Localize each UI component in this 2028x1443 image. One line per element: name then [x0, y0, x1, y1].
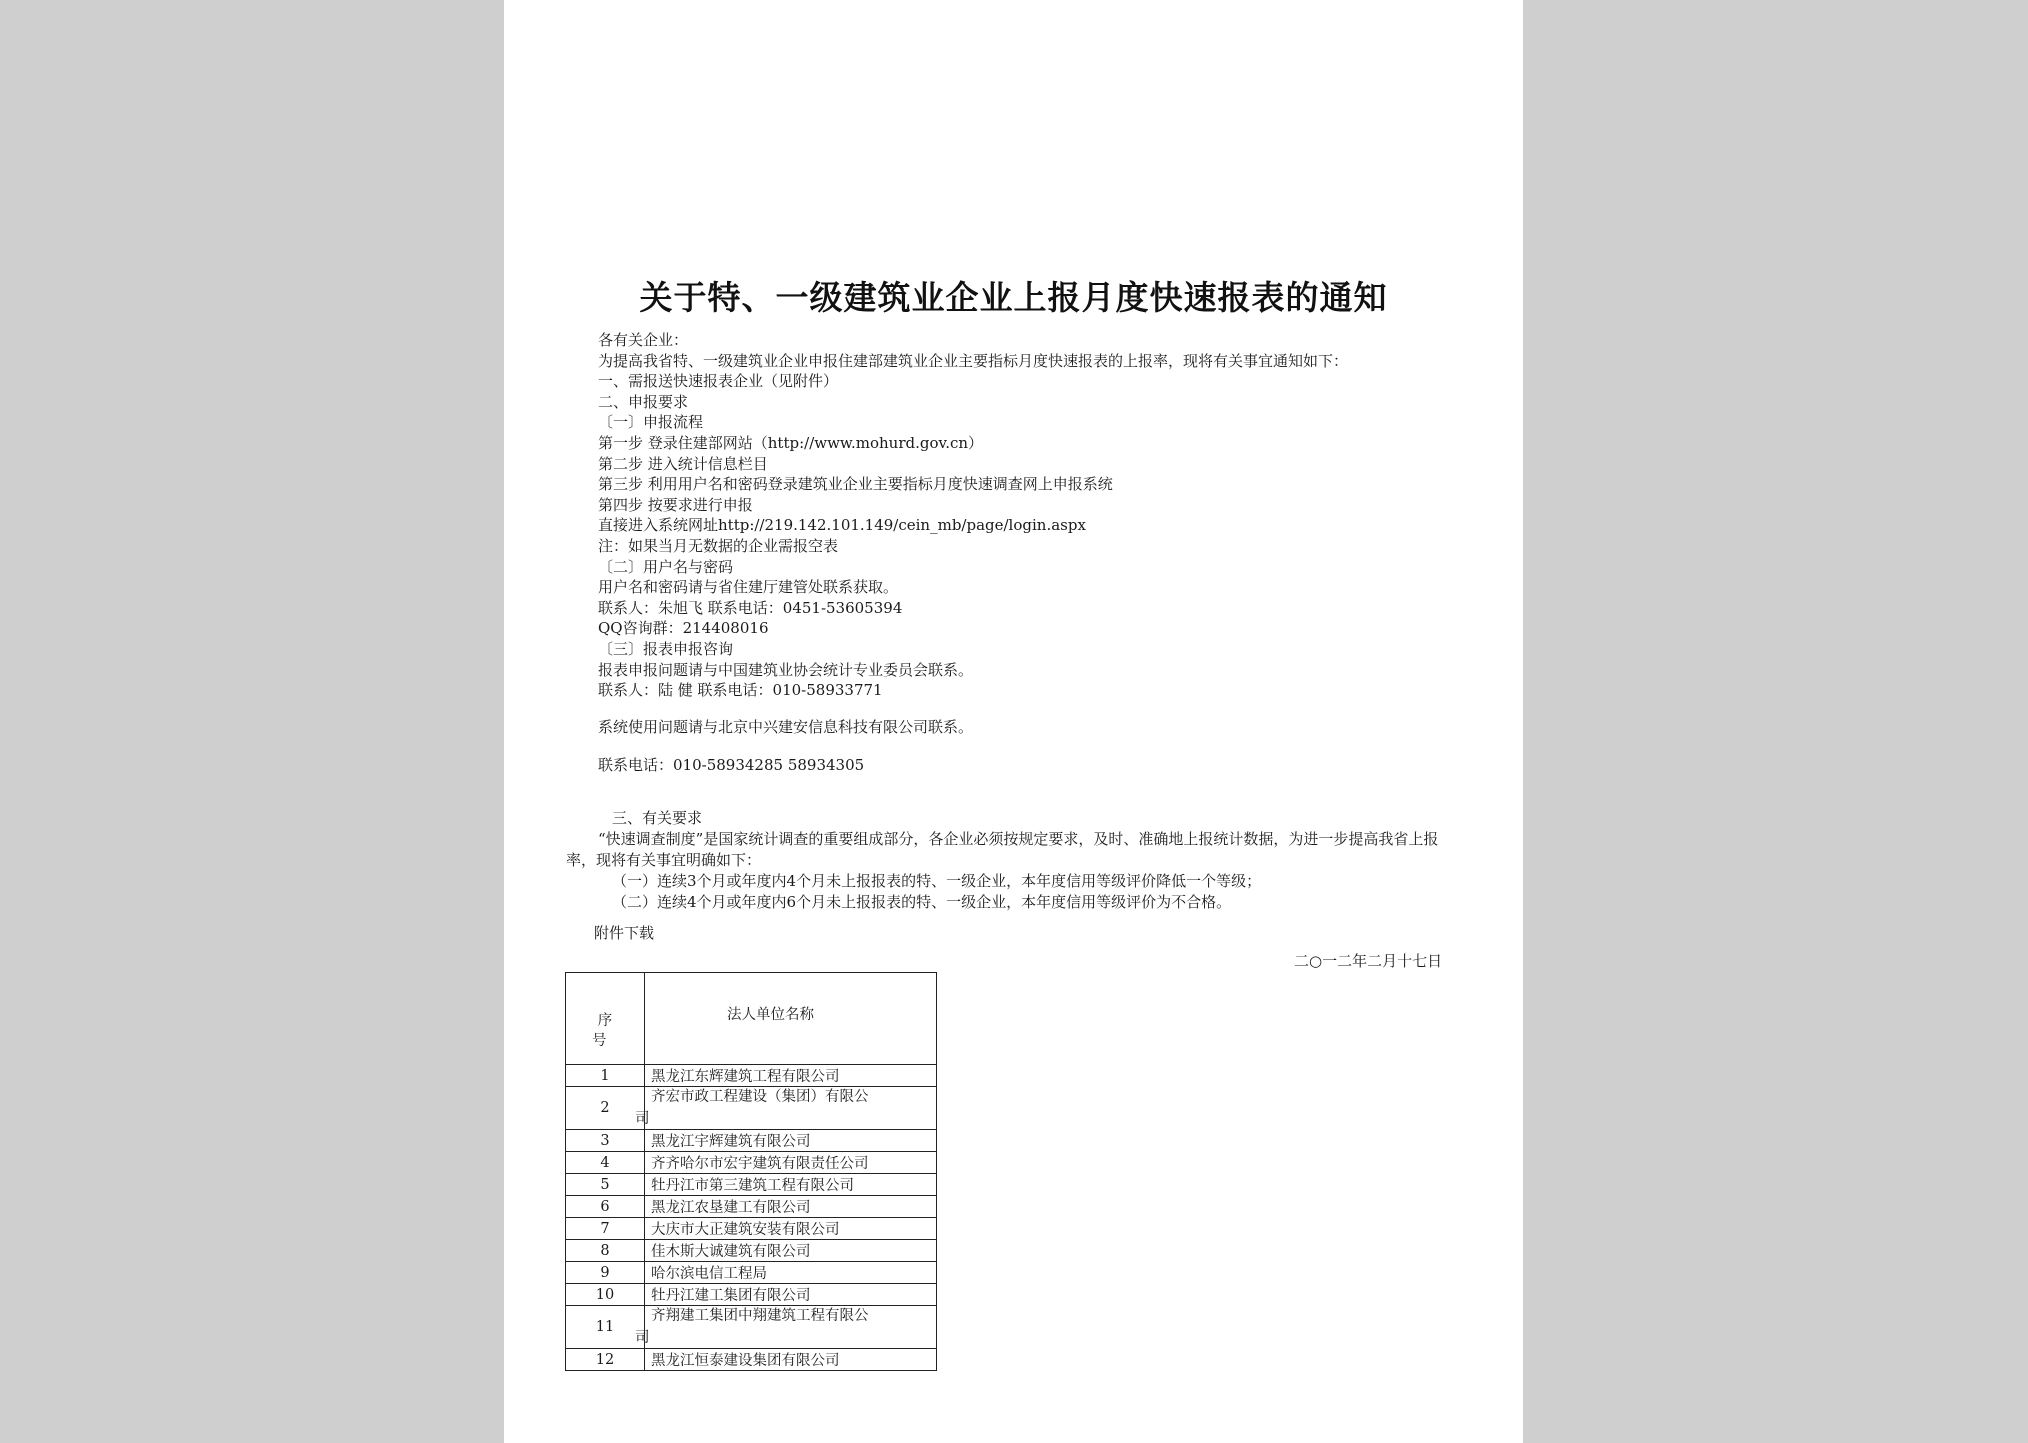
step-3: 第三步 利用用户名和密码登录建筑业企业主要指标月度快速调查网上申报系统: [598, 475, 1113, 494]
table-row: 4 齐齐哈尔市宏宇建筑有限责任公司: [566, 1152, 937, 1174]
contact-line-1: 联系人：朱旭飞 联系电话：0451-53605394: [598, 598, 903, 617]
subsection-process: 〔一〕申报流程: [598, 413, 704, 432]
table-row: 6 黑龙江农垦建工有限公司: [566, 1196, 937, 1218]
table-header-row: [566, 973, 937, 1065]
table-row: 9 哈尔滨电信工程局: [566, 1262, 937, 1284]
document-title: 关于特、一级建筑业企业上报月度快速报表的通知: [639, 278, 1388, 317]
note-line: 注：如果当月无数据的企业需报空表: [598, 536, 839, 555]
requirement-item-1: （一）连续3个月或年度内4个月未上报报表的特、一级企业，本年度信用等级评价降低一个等级；: [612, 872, 1262, 890]
step-4: 第四步 按要求进行申报: [598, 495, 753, 514]
requirements-section: [566, 808, 1456, 913]
section-3-paragraph: “快速调查制度”是国家统计调查的重要组成部分，各企业必须按规定要求，及时、准确地上报统计数据，为进一步提高我省上报率，现将有关事宜明确如下：: [566, 830, 1439, 869]
subsection-credentials: 〔二〕用户名与密码: [598, 557, 734, 576]
company-table: [565, 972, 937, 1371]
table-row: 7 大庆市大正建筑安装有限公司: [566, 1218, 937, 1240]
contact-line-2: 联系人：陆 健 联系电话：010-58933771: [598, 681, 883, 700]
credentials-line: 用户名和密码请与省住建厅建管处联系获取。: [598, 578, 899, 597]
document-date: 二○一二年二月十七日: [1294, 952, 1443, 970]
table-header-name: 法人单位名称: [645, 973, 937, 1065]
table-row: 8 佳木斯大诚建筑有限公司: [566, 1240, 937, 1262]
table-row: 5 牡丹江市第三建筑工程有限公司: [566, 1174, 937, 1196]
step-1: 第一步 登录住建部网站（http://www.mohurd.gov.cn）: [598, 433, 984, 452]
system-url-line: 直接进入系统网址http://219.142.101.149/cein_mb/page/login.aspx: [598, 516, 1086, 535]
system-phone-line: 联系电话：010-58934285 58934305: [598, 756, 865, 775]
table-header-no: 序 号: [566, 973, 645, 1065]
section-3-heading: 三、有关要求: [612, 809, 703, 827]
table-row: 11 齐翔建工集团中翔建筑工程有限公 司: [566, 1306, 937, 1349]
requirement-item-2: （二）连续4个月或年度内6个月未上报报表的特、一级企业，本年度信用等级评价为不合格。: [612, 893, 1232, 911]
step-2: 第二步 进入统计信息栏目: [598, 454, 768, 473]
salutation: 各有关企业：: [598, 331, 689, 349]
table-row: 2 齐宏市政工程建设（集团）有限公 司: [566, 1087, 937, 1130]
table-row: 10 牡丹江建工集团有限公司: [566, 1284, 937, 1306]
table-row: 3 黑龙江宇辉建筑有限公司: [566, 1130, 937, 1152]
subsection-consult: 〔三〕报表申报咨询: [598, 639, 734, 658]
system-contact-line: 系统使用问题请与北京中兴建安信息科技有限公司联系。: [598, 717, 974, 736]
notice-body: [598, 330, 1478, 776]
attachment-download-link[interactable]: 附件下载: [594, 924, 655, 942]
consult-line: 报表申报问题请与中国建筑业协会统计专业委员会联系。: [598, 660, 974, 679]
qq-group-line: QQ咨询群：214408016: [598, 619, 769, 638]
table-row: 12 黑龙江恒泰建设集团有限公司: [566, 1349, 937, 1371]
intro-line: 为提高我省特、一级建筑业企业申报住建部建筑业企业主要指标月度快速报表的上报率，现将有关事宜通知如下：: [598, 351, 1349, 370]
section-2-heading: 二、申报要求: [598, 392, 689, 411]
section-1-heading: 一、需报送快速报表企业（见附件）: [598, 372, 839, 391]
document-page: [504, 0, 1523, 1443]
table-row: 1 黑龙江东辉建筑工程有限公司: [566, 1065, 937, 1087]
